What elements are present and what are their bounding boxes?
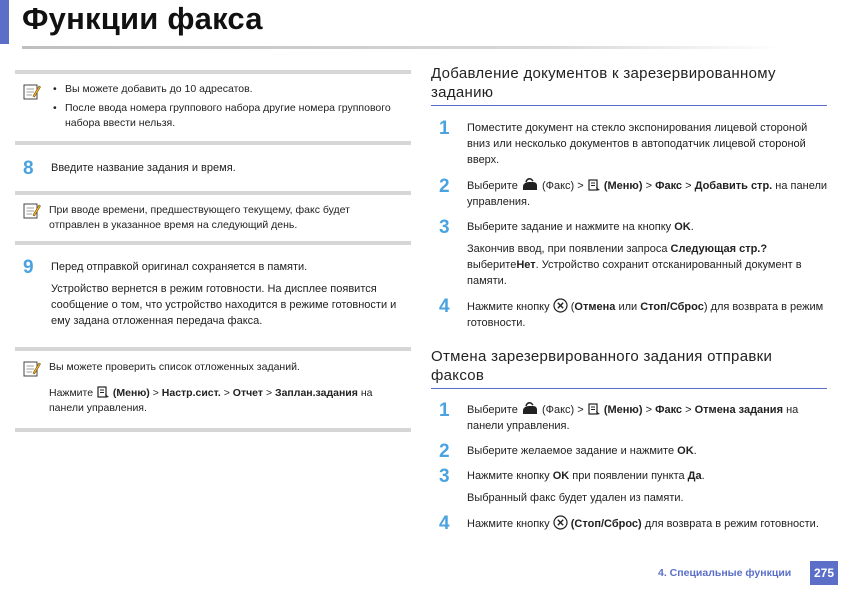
step-text-part: Выберите задание и нажмите на кнопку (467, 221, 672, 233)
ok-label: OK (677, 445, 694, 457)
note-pencil-icon (23, 202, 41, 220)
separator: > (577, 404, 584, 416)
on-panel-text: на панели управления. (49, 387, 373, 414)
step-text-part: . Устройство сохранит отсканированный документ в памяти. (467, 259, 802, 287)
separator: > (223, 387, 230, 399)
menu-path-cancel-job: Отмена задания (694, 404, 783, 416)
right-column (431, 64, 827, 532)
step-text-part: Нажмите кнопку (467, 470, 550, 482)
menu-path-add-page: Добавить стр. (694, 180, 773, 192)
step-number: 4 (439, 296, 450, 317)
note-box-recipients (15, 70, 411, 145)
fax-label: (Факс) (541, 404, 575, 416)
punctuation: . (693, 445, 697, 457)
section-title-cancel-job: Отмена зарезервированного задания отправки факсов (431, 347, 827, 389)
step-number: 2 (439, 176, 450, 197)
stop-cancel-icon (553, 515, 568, 530)
press-text: Нажмите (49, 387, 94, 399)
step-text (467, 178, 827, 210)
menu-icon (587, 402, 601, 416)
punctuation: ( (570, 301, 575, 313)
step-9 (15, 259, 411, 329)
step-number: 2 (439, 441, 450, 462)
stop-reset-label: Стоп/Сброс (640, 301, 704, 313)
step-text (467, 298, 827, 331)
note-bullet: • После ввода номера группового набора другие номера группового набора ввести нельзя. (49, 101, 403, 131)
step-text-part: для возврата в режим готовности. (644, 518, 819, 530)
step-text (467, 241, 827, 289)
cancel-label: Отмена (574, 301, 616, 313)
step-text-part: выберите (467, 259, 517, 271)
note-pencil-icon (23, 360, 41, 378)
header-accent-bar (0, 0, 9, 44)
add-step-3 (431, 219, 827, 289)
menu-path-fax: Факс (655, 180, 683, 192)
punctuation: . (701, 470, 705, 482)
step-text-part: Закончив ввод, при появлении запроса (467, 243, 668, 255)
step-text-part: или (618, 301, 638, 313)
separator: > (265, 387, 273, 399)
step-number: 1 (439, 118, 450, 139)
add-step-1 (431, 120, 827, 168)
note-pencil-icon (23, 83, 41, 101)
page-number: 275 (810, 561, 838, 585)
menu-path-report: Отчет (232, 387, 264, 399)
add-step-4 (431, 298, 827, 331)
step-text: Введите название задания и время. (51, 162, 236, 174)
menu-path-scheduled: Заплан.задания (275, 387, 358, 399)
cancel-step-3 (431, 468, 827, 506)
on-panel-text: на панели управления. (467, 180, 828, 208)
fax-icon (521, 402, 539, 416)
step-number: 9 (23, 257, 34, 278)
note-box-deferred-list (15, 347, 411, 432)
separator: > (685, 180, 692, 192)
separator: > (645, 180, 652, 192)
step-text (467, 443, 827, 459)
step-text-part: Нажмите кнопку (467, 301, 550, 313)
menu-label: (Меню) (112, 387, 150, 399)
note-instruction (49, 385, 403, 416)
step-8 (15, 160, 411, 188)
menu-icon (96, 385, 110, 399)
select-text: Выберите (467, 404, 518, 416)
step-text-part: Выберите желаемое задание и нажмите (467, 445, 675, 457)
step-number: 1 (439, 400, 450, 421)
note-text: При вводе времени, предшествующего текущему, факс будет отправлен в указанное время на следующий день. (49, 204, 350, 231)
menu-path-setup: Настр.сист. (161, 387, 221, 399)
no-label: Нет (516, 259, 536, 271)
next-page-prompt: Следующая стр.? (670, 243, 768, 255)
step-text: Поместите документ на стекло экспонирования лицевой стороной вниз или несколько документов в автоподатчик лицевой стороной вверх. (467, 122, 808, 166)
step-number: 3 (439, 217, 450, 238)
stop-cancel-icon (553, 298, 568, 313)
page-title: Функции факса (22, 1, 263, 36)
menu-label: (Меню) (603, 404, 643, 416)
note-text: Вы можете проверить список отложенных заданий. (49, 361, 300, 373)
add-step-2 (431, 178, 827, 210)
separator: > (152, 387, 159, 399)
menu-label: (Меню) (603, 180, 643, 192)
select-text: Выберите (467, 180, 518, 192)
note-box-time (15, 191, 411, 245)
step-text: Устройство вернется в режим готовности. На дисплее появится сообщение о том, что устройство находится в режиме готовности и ему задана отложенная передача факса. (51, 283, 397, 327)
title-rule (22, 46, 782, 49)
fax-icon (521, 178, 539, 192)
fax-label: (Факс) (541, 180, 575, 192)
step-number: 3 (439, 466, 450, 487)
punctuation: . (690, 221, 694, 233)
step-text: Выбранный факс будет удален из памяти. (467, 492, 684, 504)
separator: > (645, 404, 652, 416)
yes-label: Да (687, 470, 702, 482)
step-text-part: при появлении пункта (572, 470, 685, 482)
note-bullet: • Вы можете добавить до 10 адресатов. (49, 82, 403, 97)
separator: > (685, 404, 692, 416)
left-column (15, 70, 411, 432)
cancel-step-4 (431, 515, 827, 532)
step-number: 4 (439, 513, 450, 534)
step-text (467, 402, 827, 434)
step-text: Перед отправкой оригинал сохраняется в памяти. (51, 261, 308, 273)
ok-label: OK (674, 221, 691, 233)
menu-path-fax: Факс (655, 404, 683, 416)
step-number: 8 (23, 158, 34, 179)
section-title-add-docs: Добавление документов к зарезервированному заданию (431, 64, 827, 106)
menu-icon (587, 178, 601, 192)
step-text (467, 515, 827, 532)
cancel-step-2 (431, 441, 827, 462)
stop-reset-label: (Стоп/Сброс) (570, 518, 642, 530)
step-text (467, 468, 827, 484)
step-text-part: ) для возврата в режим готовности. (467, 301, 824, 329)
step-text-part: Нажмите кнопку (467, 518, 550, 530)
separator: > (577, 180, 584, 192)
on-panel-text: на панели управления. (467, 404, 799, 432)
footer-chapter: 4. Специальные функции (658, 567, 792, 579)
cancel-step-1 (431, 402, 827, 434)
step-text (467, 219, 827, 235)
ok-label: OK (552, 470, 570, 482)
